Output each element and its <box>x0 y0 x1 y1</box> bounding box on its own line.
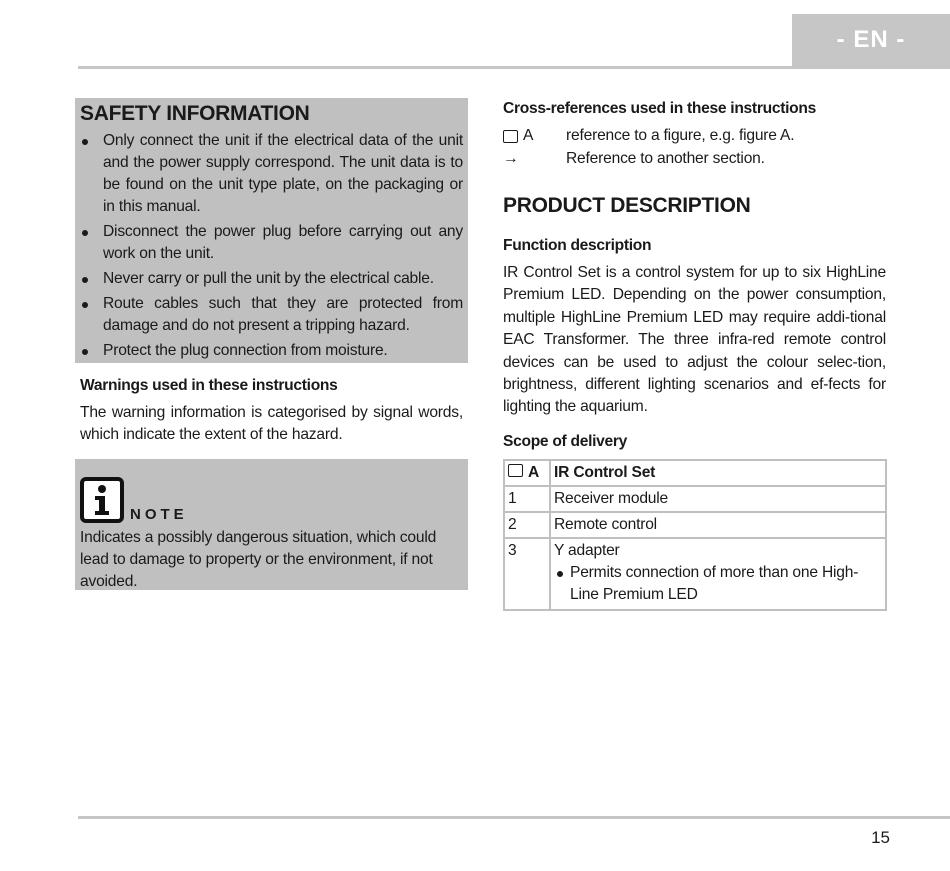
figure-box-icon <box>508 464 523 477</box>
note-text: Indicates a possibly dangerous situation, which could lead to damage to property or the environment, if not avoided. <box>80 529 437 590</box>
table-cell-num: 1 <box>504 486 550 512</box>
table-cell-num: 3 <box>504 538 550 610</box>
function-description-heading: Function description <box>503 237 652 254</box>
xref-text: reference to a figure, e.g. figure A. <box>566 127 795 144</box>
figure-box-icon <box>503 130 518 143</box>
table-header-figure: A <box>528 464 540 481</box>
scope-of-delivery-heading: Scope of delivery <box>503 433 628 450</box>
table-cell-item: Y adapter <box>554 542 620 559</box>
safety-item: Only connect the unit if the electrical data of the unit and the power supply correspond. The unit data is to be found on the unit type plate, on the packaging or in this manual. <box>80 130 463 218</box>
table-cell-item: Remote control <box>550 512 886 538</box>
safety-list <box>80 130 463 362</box>
note-box <box>75 459 468 590</box>
warnings-heading: Warnings used in these instructions <box>80 377 338 394</box>
xref-symbol: A <box>523 127 534 144</box>
scope-table <box>503 459 887 611</box>
xref-text: Reference to another section. <box>566 150 765 167</box>
table-cell-note: Permits connection of more than one High-Line Premium LED <box>554 562 882 606</box>
table-row <box>504 512 886 538</box>
cross-references-heading: Cross-references used in these instructions <box>503 100 816 117</box>
warnings-text: The warning information is categorised by signal words, which indicate the extent of the hazard. <box>80 404 463 443</box>
table-header-row <box>504 460 886 486</box>
language-tab: - EN - <box>792 14 950 66</box>
cross-reference-row <box>503 125 794 147</box>
table-cell-item: Receiver module <box>550 486 886 512</box>
arrow-right-icon: → <box>503 150 519 167</box>
safety-title: SAFETY INFORMATION <box>80 102 310 125</box>
table-header-title: IR Control Set <box>550 460 886 486</box>
table-row <box>504 486 886 512</box>
info-icon <box>80 477 124 523</box>
safety-item: Disconnect the power plug before carrying out any work on the unit. <box>80 221 463 265</box>
safety-item: Never carry or pull the unit by the electrical cable. <box>80 268 463 290</box>
function-description-text: IR Control Set is a control system for up to six HighLine Premium LED. Depending on the power consumption, multiple HighLine Premium LED may require addi-tional EAC Transformer. The three infra-red remote control devices can be used to adjust the colour selec-tion, brightness, different lighting scenarios and ef-fects for lighting the aquarium. <box>503 264 886 416</box>
footer-rule <box>78 816 950 819</box>
safety-information-box <box>75 98 468 363</box>
safety-item: Route cables such that they are protected from damage and do not present a tripping hazard. <box>80 293 463 337</box>
safety-item: Protect the plug connection from moisture. <box>80 340 463 362</box>
header-rule <box>78 66 950 69</box>
page-number: 15 <box>871 828 890 847</box>
cross-reference-row <box>503 148 765 170</box>
table-row <box>504 538 886 610</box>
note-title: NOTE <box>130 506 188 523</box>
table-cell-num: 2 <box>504 512 550 538</box>
product-description-title: PRODUCT DESCRIPTION <box>503 194 751 217</box>
